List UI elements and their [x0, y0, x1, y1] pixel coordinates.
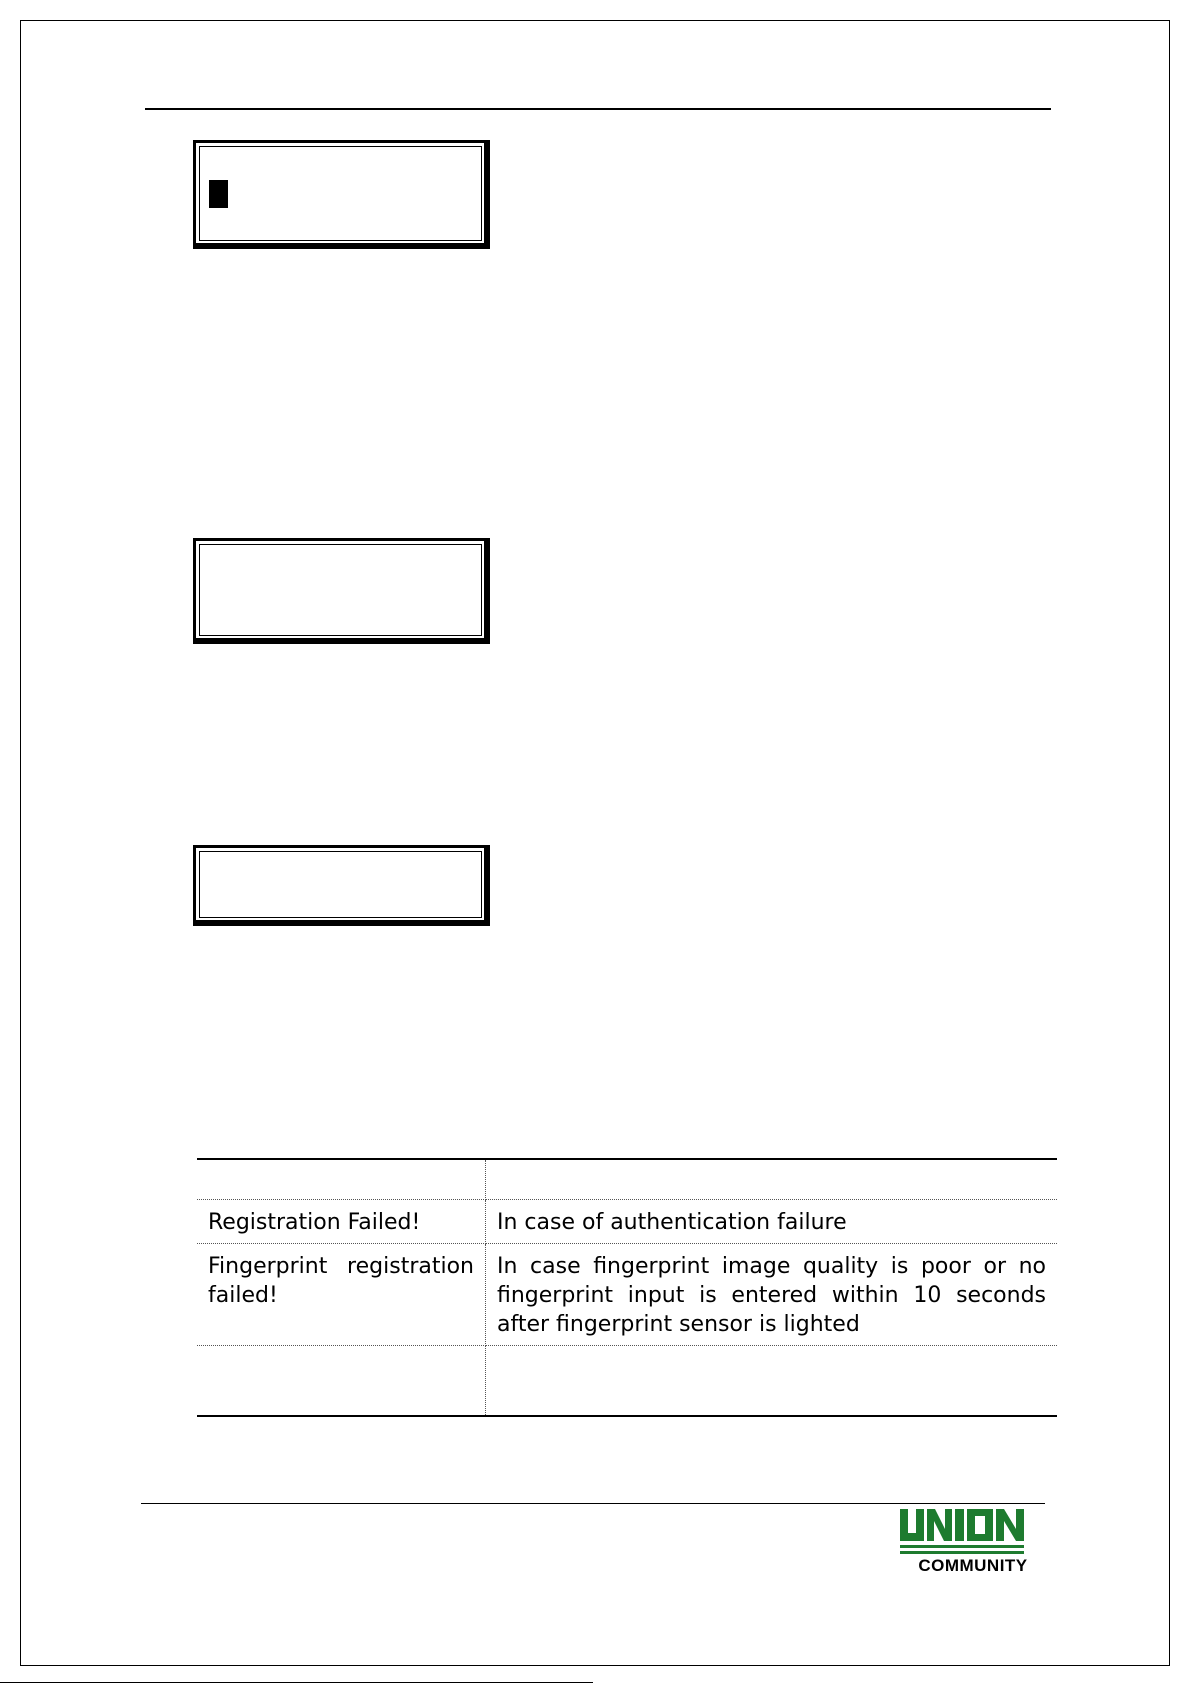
description-cell: In case of authentication failure — [486, 1200, 1058, 1244]
bottom-rule — [0, 1682, 593, 1683]
message-cell: Registration Failed! — [197, 1200, 486, 1244]
footer-rule — [141, 1503, 1045, 1504]
message-cell: Fingerprint registration failed! — [197, 1244, 486, 1346]
message-table — [197, 1158, 1057, 1417]
lcd-screen-1 — [193, 140, 490, 249]
description-cell — [486, 1159, 1058, 1200]
header-rule — [145, 108, 1051, 110]
table-row — [197, 1159, 1057, 1200]
union-logo-icon — [900, 1509, 1046, 1555]
lcd-screen-frame — [199, 851, 482, 918]
table-row — [197, 1200, 1057, 1244]
lcd-screen-frame — [199, 544, 482, 636]
page-border — [20, 20, 1170, 1666]
union-community-logo — [900, 1509, 1046, 1575]
description-cell — [486, 1346, 1058, 1417]
description-cell: In case fingerprint image quality is poor or no fingerprint input is entered within 10 seconds after fingerprint sensor is lighted — [486, 1244, 1058, 1346]
lcd-screen-2 — [193, 538, 490, 644]
logo-community-text: COMMUNITY — [918, 1556, 1028, 1575]
table-row — [197, 1244, 1057, 1346]
message-cell — [197, 1159, 486, 1200]
lcd-cursor-block — [209, 180, 228, 208]
table-row — [197, 1346, 1057, 1417]
lcd-screen-frame — [199, 146, 482, 241]
lcd-screen-3 — [193, 845, 490, 926]
message-cell — [197, 1346, 486, 1417]
